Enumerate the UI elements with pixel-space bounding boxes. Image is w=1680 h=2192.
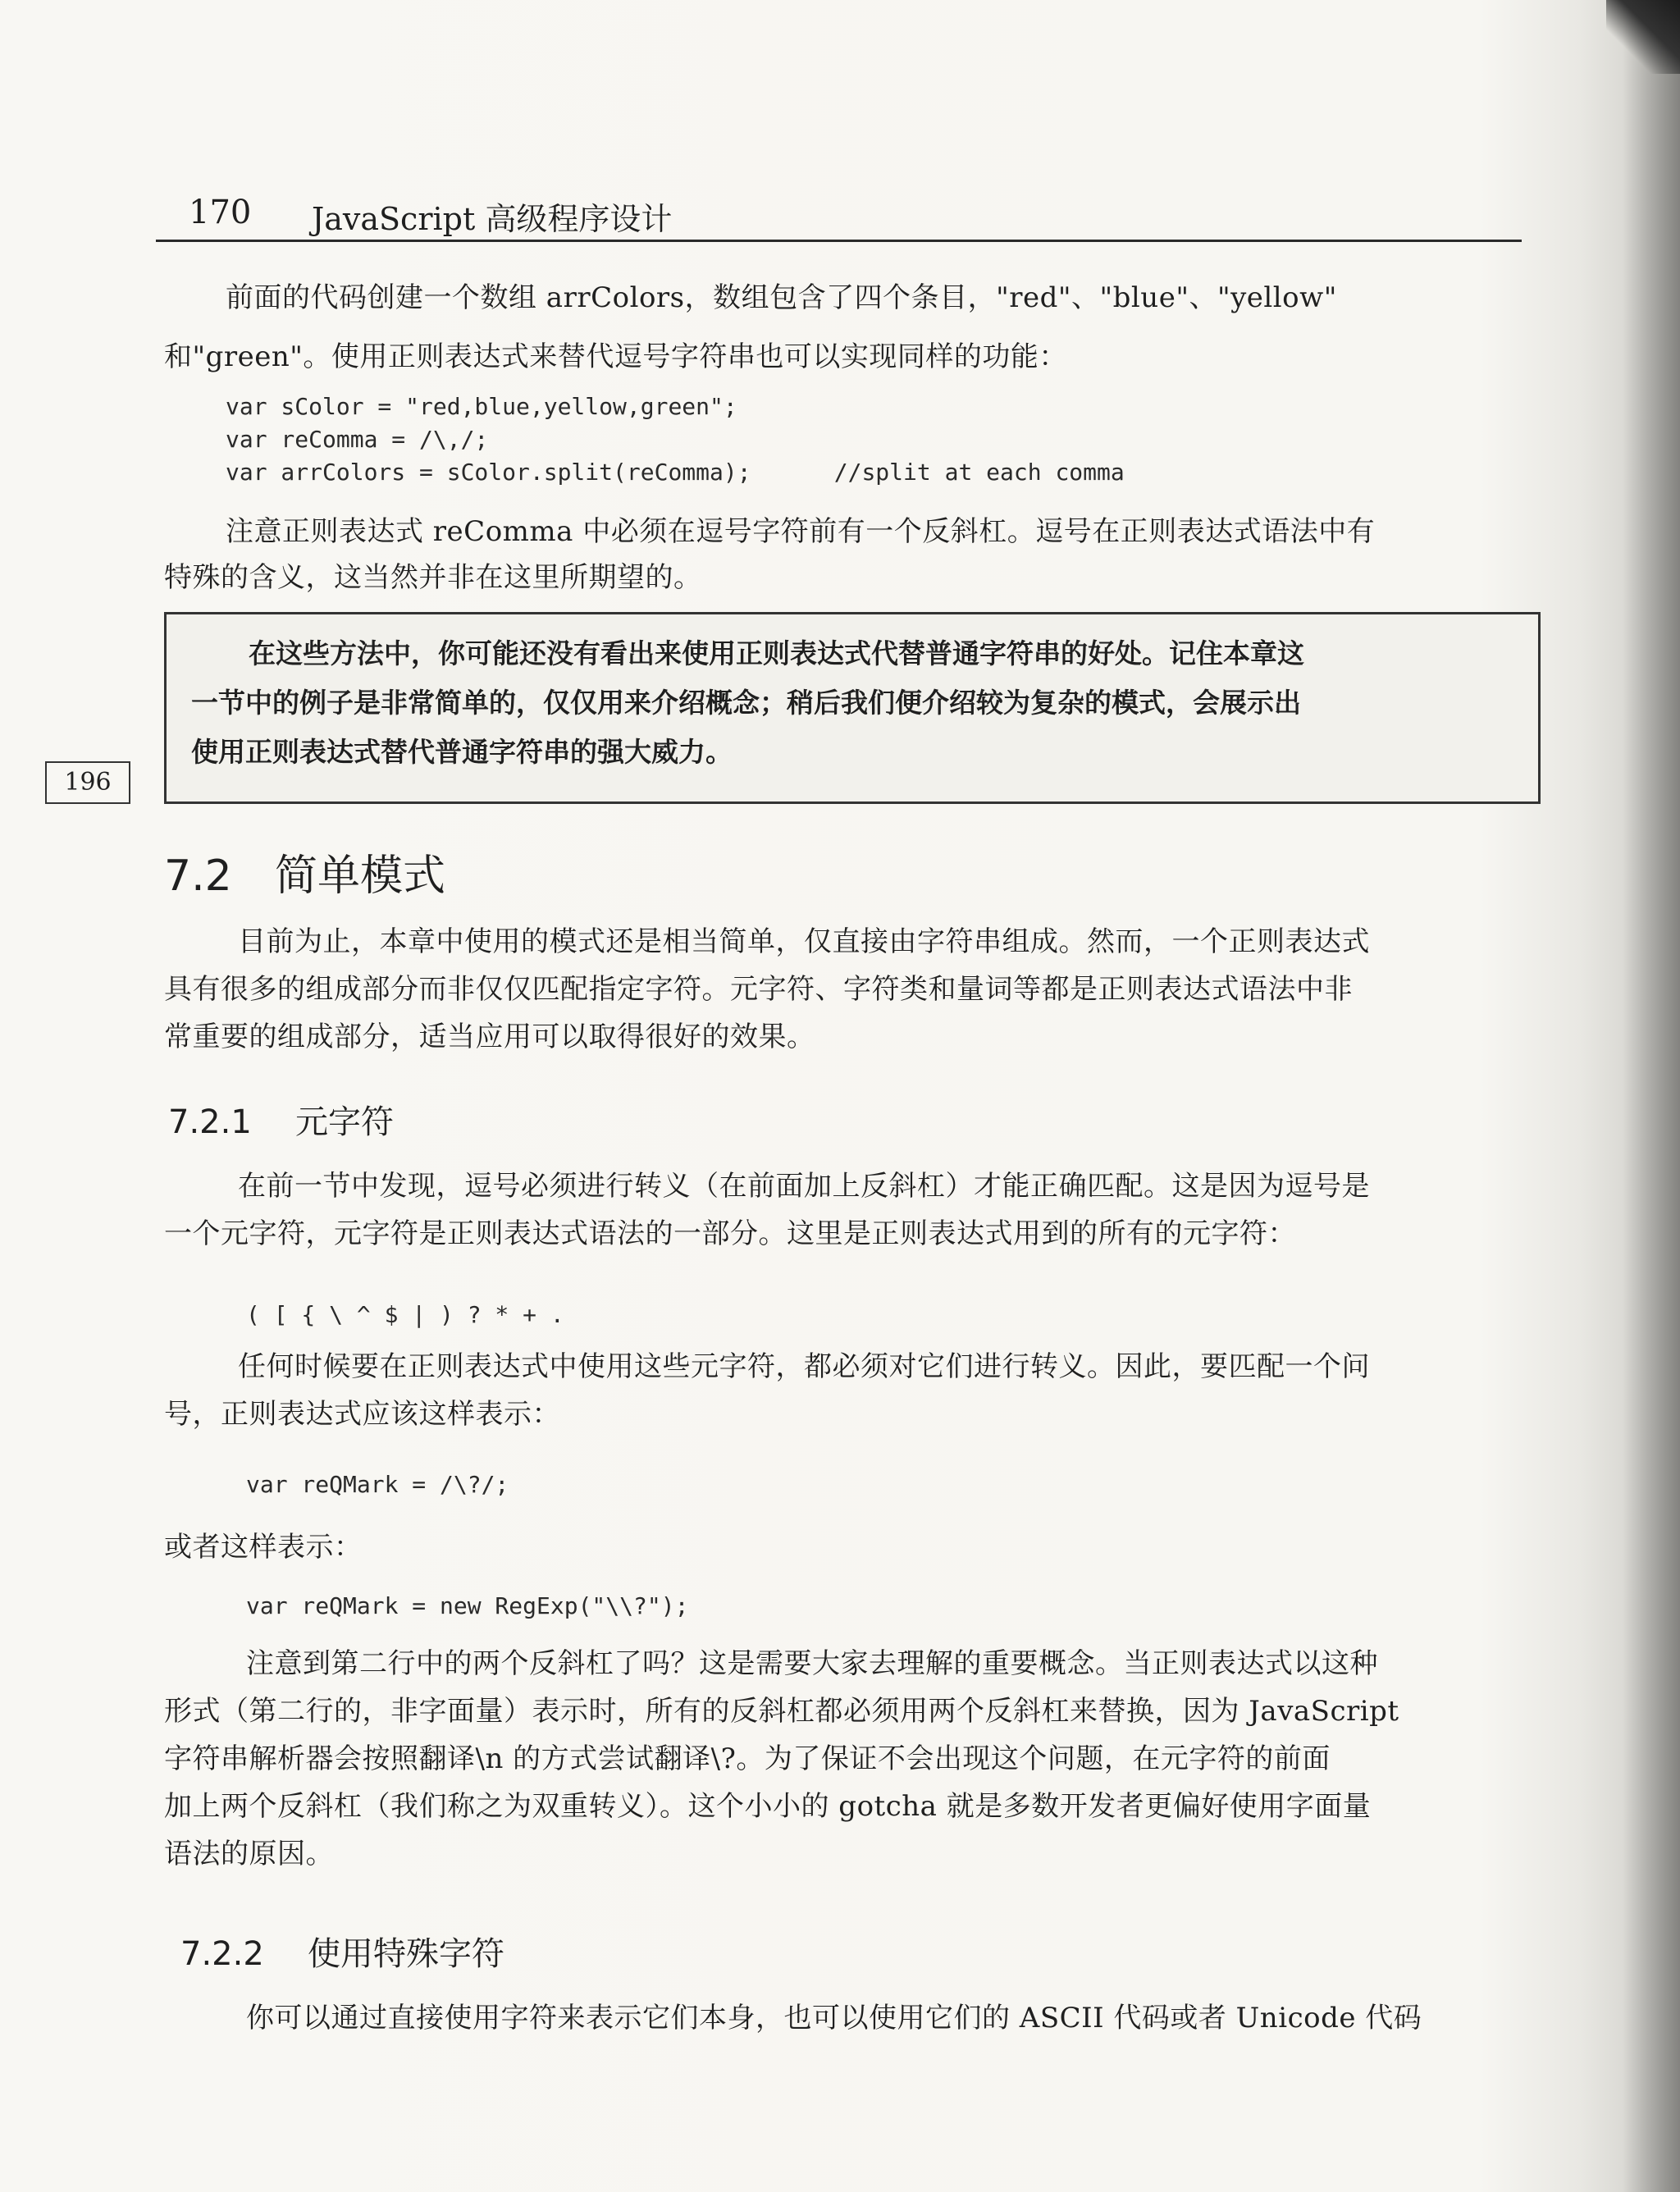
paragraph-line: 语法的原因。 xyxy=(164,1838,334,1870)
subsection-title: 使用特殊字符 xyxy=(308,1935,504,1973)
subsection-number: 7.2.1 xyxy=(168,1103,252,1141)
paragraph-line: 和"green"。使用正则表达式来替代逗号字符串也可以实现同样的功能： xyxy=(164,340,1067,373)
paragraph-line: 加上两个反斜杠（我们称之为双重转义）。这个小小的 gotcha 就是多数开发者更偏好使用字面量 xyxy=(164,1790,1372,1823)
code-line: var reQMark = /\?/; xyxy=(246,1471,509,1498)
section-title: 简单模式 xyxy=(275,852,446,901)
paragraph-line: 形式（第二行的，非字面量）表示时，所有的反斜杠都必须用两个反斜杠来替换，因为 JavaScript xyxy=(164,1695,1399,1728)
page-number: 170 xyxy=(189,194,252,231)
paragraph-line: 目前为止，本章中使用的模式还是相当简单，仅直接由字符串组成。然而，一个正则表达式 xyxy=(238,925,1370,958)
note-line: 在这些方法中，你可能还没有看出来使用正则表达式代替普通字符串的好处。记住本章这 xyxy=(249,637,1304,669)
subsection-heading xyxy=(168,1096,394,1143)
paragraph-line: 特殊的含义，这当然并非在这里所期望的。 xyxy=(164,561,702,594)
paragraph-line: 你可以通过直接使用字符来表示它们本身，也可以使用它们的 ASCII 代码或者 Unicode 代码 xyxy=(246,2002,1422,2034)
note-line: 一节中的例子是非常简单的，仅仅用来介绍概念；稍后我们便介绍较为复杂的模式，会展示出 xyxy=(191,687,1301,719)
note-box xyxy=(164,612,1541,804)
code-line: var reQMark = new RegExp("\\?"); xyxy=(246,1592,689,1619)
paragraph-line: 常重要的组成部分，适当应用可以取得很好的效果。 xyxy=(164,1021,815,1053)
paragraph-line: 前面的代码创建一个数组 arrColors，数组包含了四个条目，"red"、"blue"、"yellow" xyxy=(226,281,1337,314)
paragraph-line: 号，正则表达式应该这样表示： xyxy=(164,1398,560,1431)
paragraph-line: 注意正则表达式 reComma 中必须在逗号字符前有一个反斜杠。逗号在正则表达式语法中有 xyxy=(226,515,1376,548)
running-header xyxy=(156,187,1522,242)
subsection-heading xyxy=(180,1928,504,1975)
book-title: JavaScript 高级程序设计 xyxy=(312,201,673,237)
page-edge-shadow xyxy=(1623,0,1680,2192)
subsection-number: 7.2.2 xyxy=(180,1935,264,1973)
paragraph-line: 注意到第二行中的两个反斜杠了吗？这是需要大家去理解的重要概念。当正则表达式以这种 xyxy=(246,1647,1378,1680)
paragraph-line: 在前一节中发现，逗号必须进行转义（在前面加上反斜杠）才能正确匹配。这是因为逗号是 xyxy=(238,1170,1370,1203)
code-line: var arrColors = sColor.split(reComma); //split at each comma xyxy=(226,459,1125,486)
code-line: var sColor = "red,blue,yellow,green"; xyxy=(226,393,737,420)
paragraph-line: 一个元字符，元字符是正则表达式语法的一部分。这里是正则表达式用到的所有的元字符： xyxy=(164,1217,1296,1250)
section-number: 7.2 xyxy=(164,852,232,901)
code-line: var reComma = /\,/; xyxy=(226,426,489,453)
page-corner-shadow xyxy=(1606,0,1680,74)
paragraph-line: 任何时候要在正则表达式中使用这些元字符，都必须对它们进行转义。因此，要匹配一个问 xyxy=(238,1350,1370,1383)
subsection-title: 元字符 xyxy=(295,1103,394,1141)
metacharacter-list: ( [ { \ ^ $ | ) ? * + . xyxy=(246,1301,564,1328)
note-text xyxy=(191,629,1520,777)
paragraph-line: 或者这样表示： xyxy=(164,1531,363,1564)
paragraph-line: 具有很多的组成部分而非仅仅匹配指定字符。元字符、字符类和量词等都是正则表达式语法中非 xyxy=(164,973,1353,1006)
margin-page-number: 196 xyxy=(45,761,130,804)
paragraph-line: 字符串解析器会按照翻译\n 的方式尝试翻译\?。为了保证不会出现这个问题，在元字符的前面 xyxy=(164,1742,1331,1775)
section-heading xyxy=(164,841,445,902)
note-line: 使用正则表达式替代普通字符串的强大威力。 xyxy=(191,736,733,768)
